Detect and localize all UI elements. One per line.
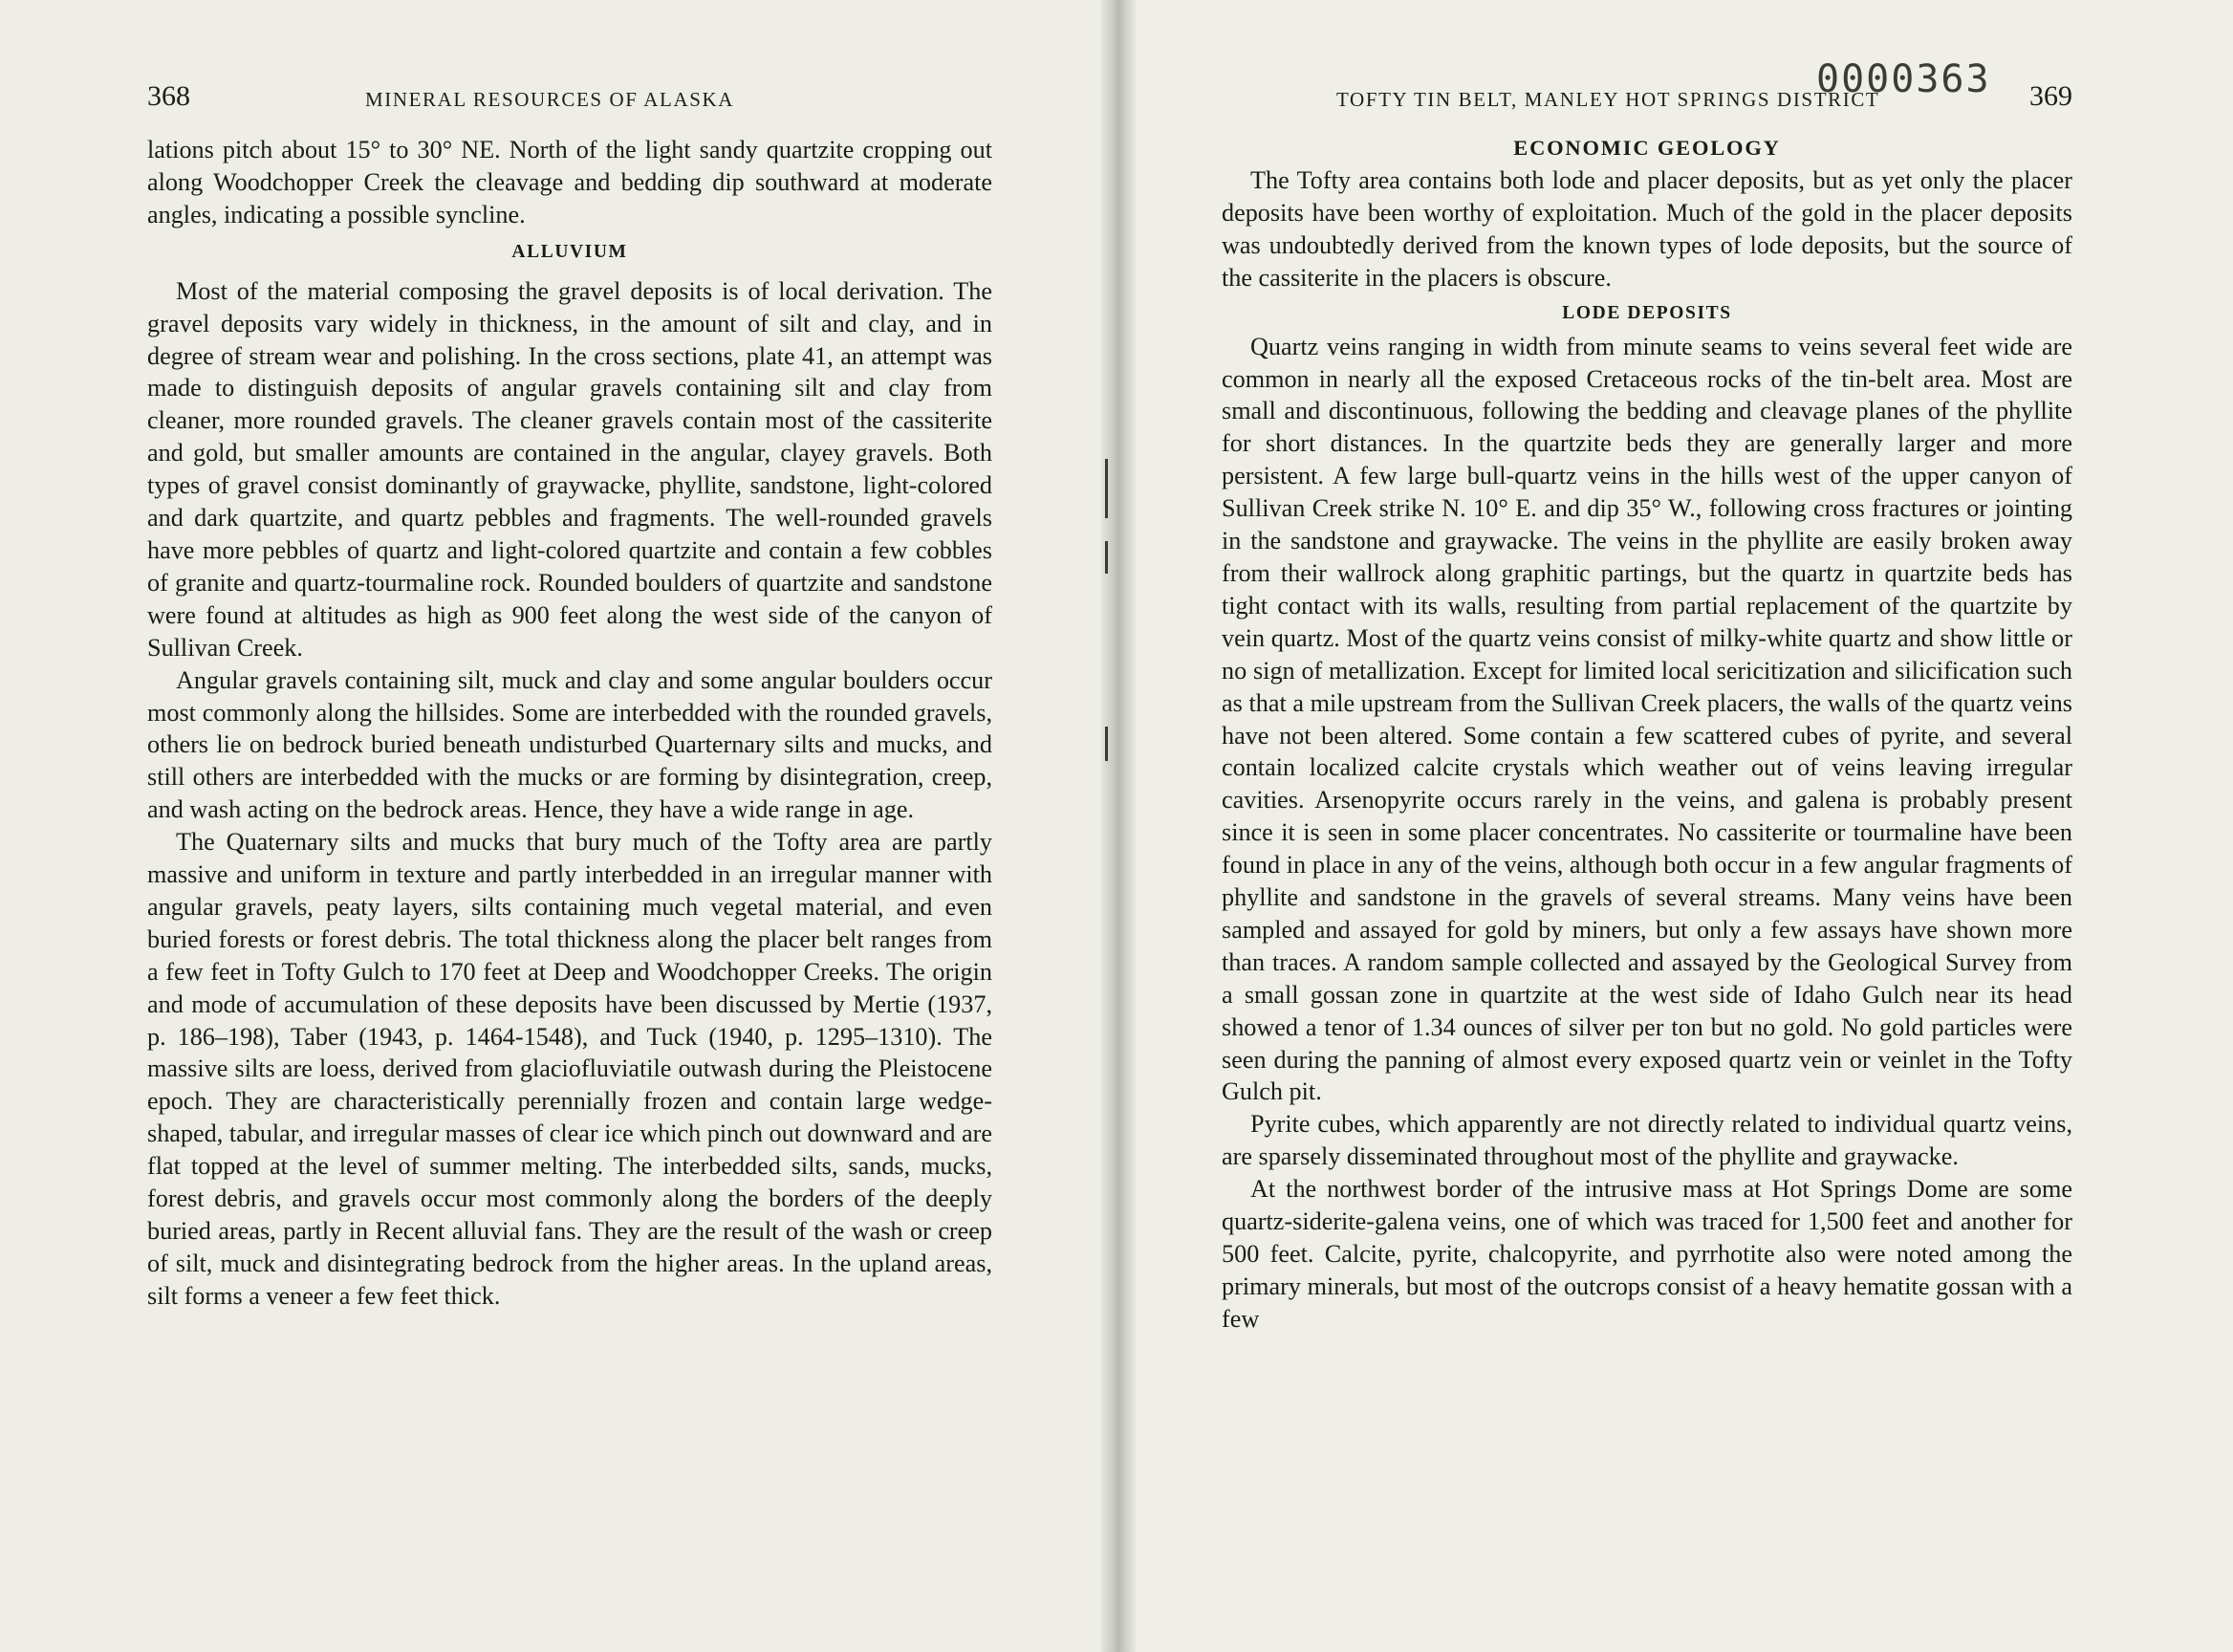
- paragraph: lations pitch about 15° to 30° NE. North of the light sandy quartzite cropping out along Woodchopper Creek the cleavage and bedding dip southward at moderate angles, indicating a possible syncline.: [147, 136, 992, 228]
- right-page-number: 369: [2029, 80, 2072, 112]
- section-heading-lode-deposits: LODE DEPOSITS: [1562, 302, 1732, 323]
- left-running-title: MINERAL RESOURCES OF ALASKA: [365, 88, 735, 111]
- page-edge-mark: [1105, 541, 1108, 574]
- book-gutter: [1101, 0, 1136, 1652]
- right-page-text: [1222, 134, 2072, 1336]
- section-heading-alluvium: ALLUVIUM: [511, 241, 628, 262]
- paragraph: The Quaternary silts and mucks that bury much of the Tofty area are partly massive and uniform in texture and partly interbedded in an irregular manner with angular gravels, peaty layers, silts containing much vegetal material, and even buried forests or forest debris. The total thickness along the placer belt ranges from a few feet in Tofty Gulch to 170 feet at Deep and Woodchopper Creeks. The origin and mode of accumulation of these deposits have been discussed by Mertie (1937, p. 186–198), Taber (1943, p. 1464-1548), and Tuck (1940, p. 1295–1310). The massive silts are loess, derived from glaciofluviatile outwash during the Pleistocene epoch. They are characteristically perennially frozen and contain large wedge-shaped, tabular, and irregular masses of clear ice which pinch out downward and are flat topped at the level of summer melting. The interbedded silts, sands, mucks, forest debris, and gravels occur most commonly along the borders of the deeply buried areas, partly in Recent alluvial fans. They are the result of the wash or creep of silt, muck and disintegrating bedrock from the higher areas. In the upland areas, silt forms a veneer a few feet thick.: [147, 828, 992, 1310]
- paragraph: Angular gravels containing silt, muck and clay and some angular boulders occur most commonly along the hillsides. Some are interbedded with the rounded gravels, others lie on bedrock buried beneath undisturbed Quarternary silts and mucks, and still others are interbedded with the mucks or are forming by disintegration, creep, and wash acting on the bedrock areas. Hence, they have a wide range in age.: [147, 665, 992, 824]
- archive-stamp-number: 0000363: [1816, 57, 1991, 101]
- left-running-head: [147, 80, 988, 119]
- paragraph: At the northwest border of the intrusive mass at Hot Springs Dome are some quartz-siderite-galena veins, one of which was traced for 1,500 feet and another for 500 feet. Calcite, pyrite, chalcopyrite, and pyrrhotite also were noted among the primary minerals, but most of the outcrops consist of a heavy hematite gossan with a few: [1222, 1175, 2072, 1333]
- page-edge-mark: [1105, 727, 1108, 761]
- paragraph: Most of the material composing the gravel deposits is of local derivation. The gravel deposits vary widely in thickness, in the amount of silt and clay, and in degree of stream wear and polishing. In the cross sections, plate 41, an attempt was made to distinguish deposits of angular gravels containing silt and clay from cleaner, more rounded gravels. The cleaner gravels contain most of the cassiterite and gold, but smaller amounts are contained in the angular, clayey gravels. Both types of gravel consist dominantly of graywacke, phyllite, sandstone, light-colored and dark quartzite, and quartz pebbles and fragments. The well-rounded gravels have more pebbles of quartz and light-colored quartzite and contain a few cobbles of granite and quartz-tourmaline rock. Rounded boulders of quartzite and sandstone were found at altitudes as high as 900 feet along the west side of the canyon of Sullivan Creek.: [147, 276, 992, 662]
- page-edge-mark: [1105, 459, 1108, 518]
- paragraph: Pyrite cubes, which apparently are not directly related to individual quartz veins, are sparsely disseminated throughout most of the phyllite and graywacke.: [1222, 1110, 2072, 1171]
- paragraph: Quartz veins ranging in width from minute seams to veins several feet wide are common in nearly all the exposed Cretaceous rocks of the tin-belt area. Most are small and discontinuous, following the bedding and cleavage planes of the phyllite for short distances. In the quartzite beds they are generally larger and more persistent. A few large bull-quartz veins in the hills west of the upper canyon of Sullivan Creek strike N. 10° E. and dip 35° W., following cross fractures or jointing in the sandstone and graywacke. The veins in the phyllite are easily broken away from their wallrock along graphitic partings, but the quartz in quartzite beds has tight contact with its walls, resulting from partial replacement of the quartzite by vein quartz. Most of the quartz veins consist of milky-white quartz and show little or no sign of metallization. Except for limited local sericitization and silicification such as that a mile upstream from the Sullivan Creek placers, the walls of the quartz veins have not been altered. Some contain a few scattered cubes of pyrite, and several contain localized calcite crystals which weather out of veins leaving irregular cavities. Arsenopyrite occurs rarely in the veins, and galena is probably present since it is seen in some placer concentrates. No cassiterite or tourmaline have been found in place in any of the veins, although both occur in a few angular fragments of phyllite and sandstone in the gravels of several streams. Many veins have been sampled and assayed for gold by miners, but only a few assays have shown more than traces. A random sample collected and assayed by the Geological Survey from a small gossan zone in quartzite at the west side of Idaho Gulch near its head showed a tenor of 1.34 ounces of silver per ton but no gold. No gold particles were seen during the panning of almost every exposed quartz vein or veinlet in the Tofty Gulch pit.: [1222, 332, 2072, 1106]
- left-page-text: [147, 134, 992, 1313]
- paragraph: The Tofty area contains both lode and placer deposits, but as yet only the placer deposits have been worthy of exploitation. Much of the gold in the placer deposits was undoubtedly derived from the known types of lode deposits, but the source of the cassiterite in the placers is obscure.: [1222, 166, 2072, 292]
- left-page-number: 368: [147, 80, 190, 112]
- right-running-title: TOFTY TIN BELT, MANLEY HOT SPRINGS DISTRICT: [1336, 88, 1880, 111]
- section-heading-economic-geology: ECONOMIC GEOLOGY: [1513, 136, 1781, 160]
